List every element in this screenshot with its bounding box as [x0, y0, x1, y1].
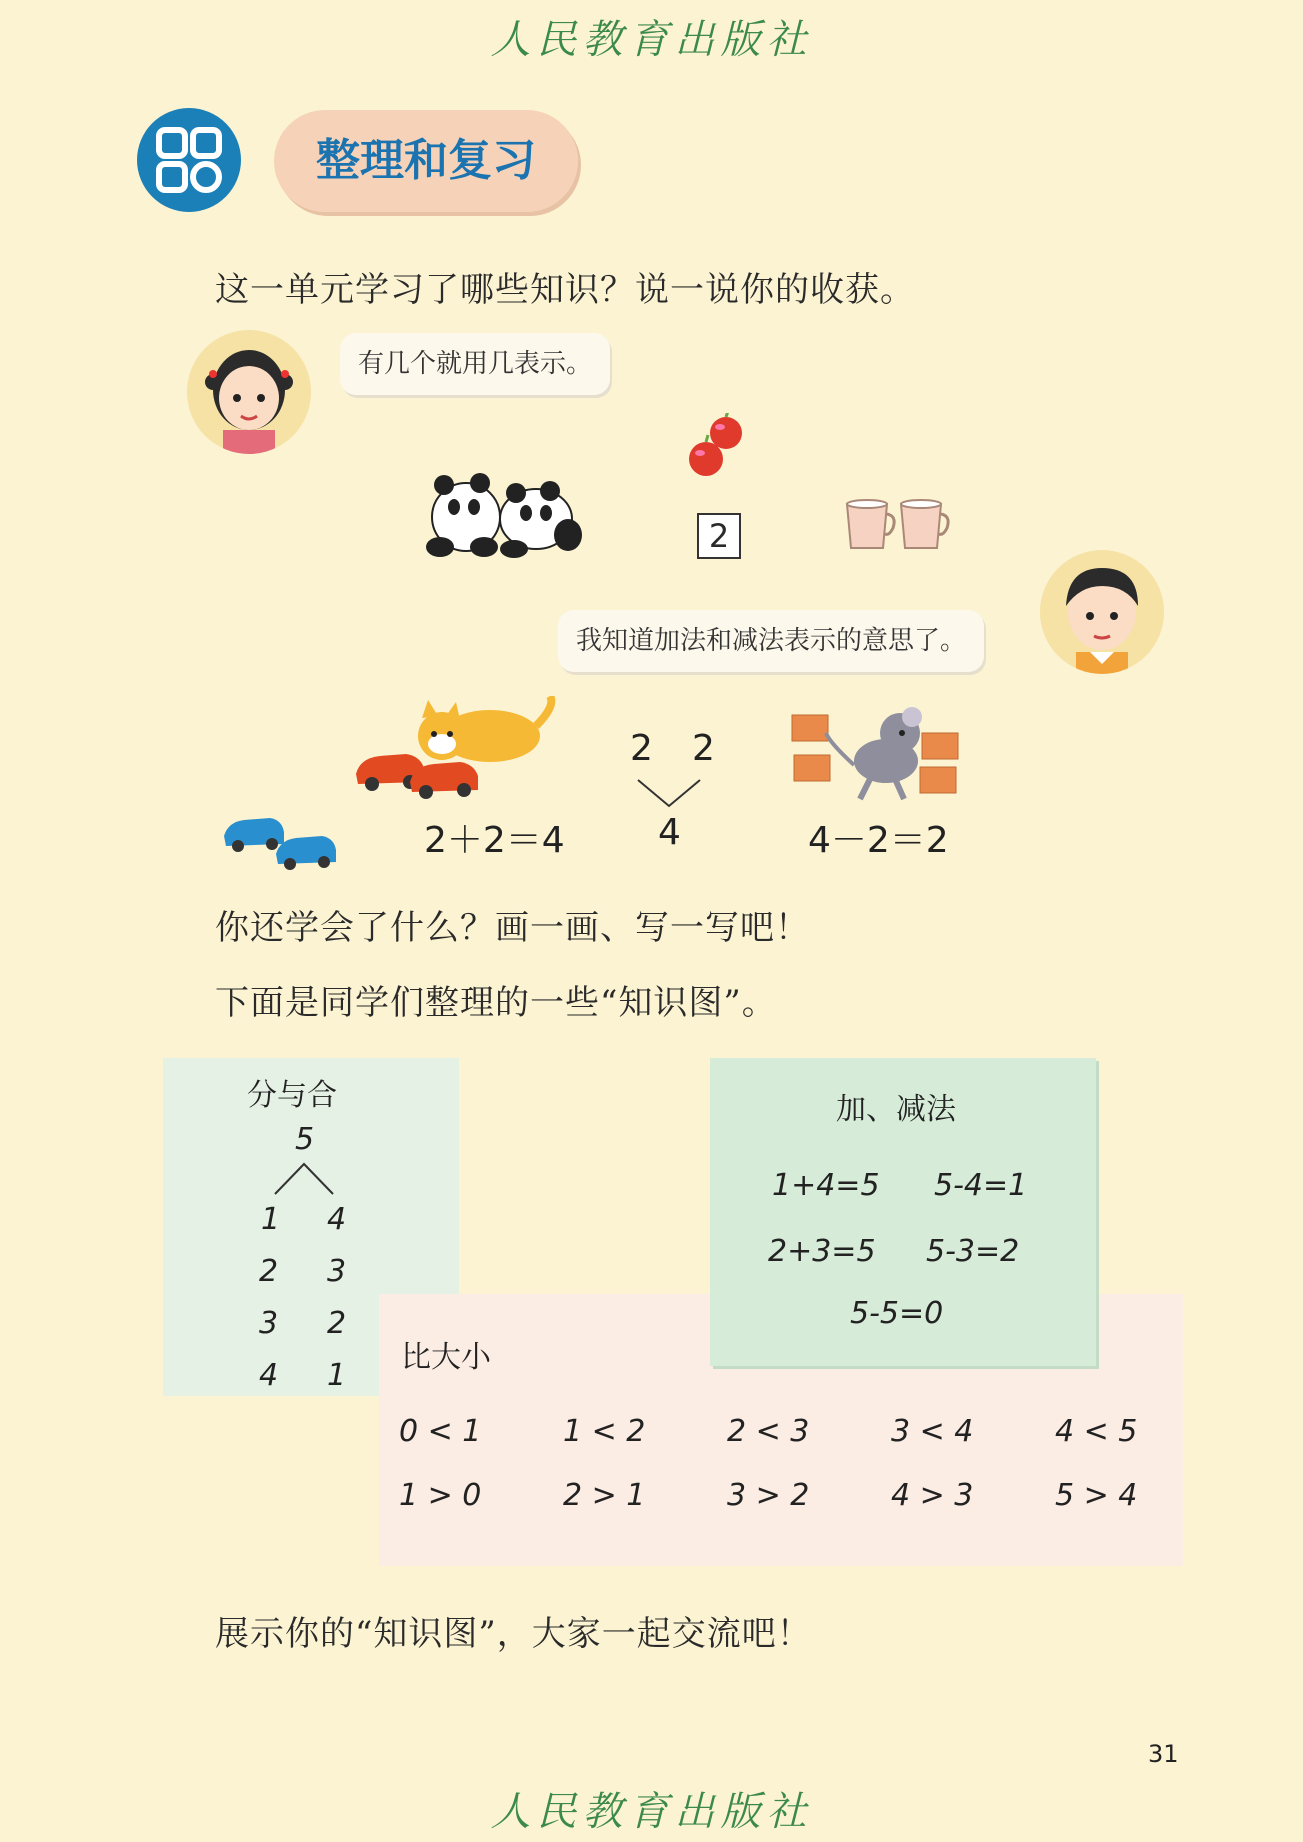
girl-speech-bubble [340, 333, 610, 395]
compare-less: 3 < 4 [891, 1414, 974, 1449]
boy-speech-bubble [558, 610, 984, 672]
girl-avatar [187, 330, 311, 454]
subtraction-equation: 4－2＝2 [808, 820, 949, 861]
section-title-text: 整理和复习 [316, 135, 536, 186]
split-branch-lines [273, 1162, 335, 1196]
split-whole-number: 5 [295, 1122, 315, 1157]
number-box: 2 [697, 513, 741, 559]
card-add-subtract [710, 1058, 1096, 1366]
intro-text: 这一单元学习了哪些知识？说一说你的收获。 [215, 270, 915, 310]
question-text: 你还学会了什么？画一画、写一写吧！ [215, 908, 810, 948]
apples-illustration [686, 413, 746, 483]
boy-avatar [1040, 550, 1164, 674]
card-split-title: 分与合 [247, 1078, 337, 1113]
mouse-cookies-illustration [790, 703, 970, 817]
compare-greater: 2 > 1 [563, 1478, 646, 1513]
split-pair-left: 3 [259, 1306, 279, 1341]
blue-cars-illustration [222, 810, 342, 874]
compare-greater: 1 > 0 [399, 1478, 482, 1513]
addition-equation: 2＋2＝4 [424, 820, 565, 861]
compare-less: 4 < 5 [1055, 1414, 1138, 1449]
addsub-equation: 5-5=0 [850, 1296, 944, 1331]
cups-illustration [843, 498, 953, 558]
card-compare-title: 比大小 [401, 1340, 491, 1375]
decomp-branch-lines [636, 778, 702, 812]
compare-greater: 5 > 4 [1055, 1478, 1138, 1513]
cat-cars-illustration [350, 696, 560, 810]
lead-text: 下面是同学们整理的一些“知识图”。 [215, 983, 777, 1023]
split-pair-left: 4 [259, 1358, 279, 1393]
decomp-whole-number: 4 [658, 812, 681, 853]
page-number: 31 [1148, 1740, 1179, 1768]
decomp-left-number: 2 [630, 728, 653, 769]
addsub-equation: 1+4=5 [772, 1168, 880, 1203]
split-pair-left: 2 [259, 1254, 279, 1289]
girl-speech-text: 有几个就用几表示。 [358, 349, 593, 379]
compare-greater: 4 > 3 [891, 1478, 974, 1513]
addsub-equation: 5-3=2 [926, 1234, 1020, 1269]
boy-speech-text: 我知道加法和减法表示的意思了。 [576, 626, 967, 656]
addsub-equation: 2+3=5 [768, 1234, 876, 1269]
split-pair-right: 4 [327, 1202, 347, 1237]
publisher-header: 人民教育出版社 [490, 17, 813, 63]
compare-less: 1 < 2 [563, 1414, 646, 1449]
split-pair-right: 2 [327, 1306, 347, 1341]
split-pair-right: 1 [327, 1358, 347, 1393]
compare-less: 0 < 1 [399, 1414, 482, 1449]
section-title [274, 110, 578, 212]
decomp-right-number: 2 [692, 728, 715, 769]
closing-text: 展示你的“知识图”，大家一起交流吧！ [215, 1614, 812, 1654]
grid-icon [137, 108, 241, 212]
compare-less: 2 < 3 [727, 1414, 810, 1449]
publisher-footer: 人民教育出版社 [490, 1789, 813, 1835]
addsub-equation: 5-4=1 [934, 1168, 1028, 1203]
split-pair-left: 1 [261, 1202, 281, 1237]
compare-greater: 3 > 2 [727, 1478, 810, 1513]
split-pair-right: 3 [327, 1254, 347, 1289]
card-addsub-title: 加、减法 [836, 1092, 956, 1127]
pandas-illustration [418, 455, 586, 564]
